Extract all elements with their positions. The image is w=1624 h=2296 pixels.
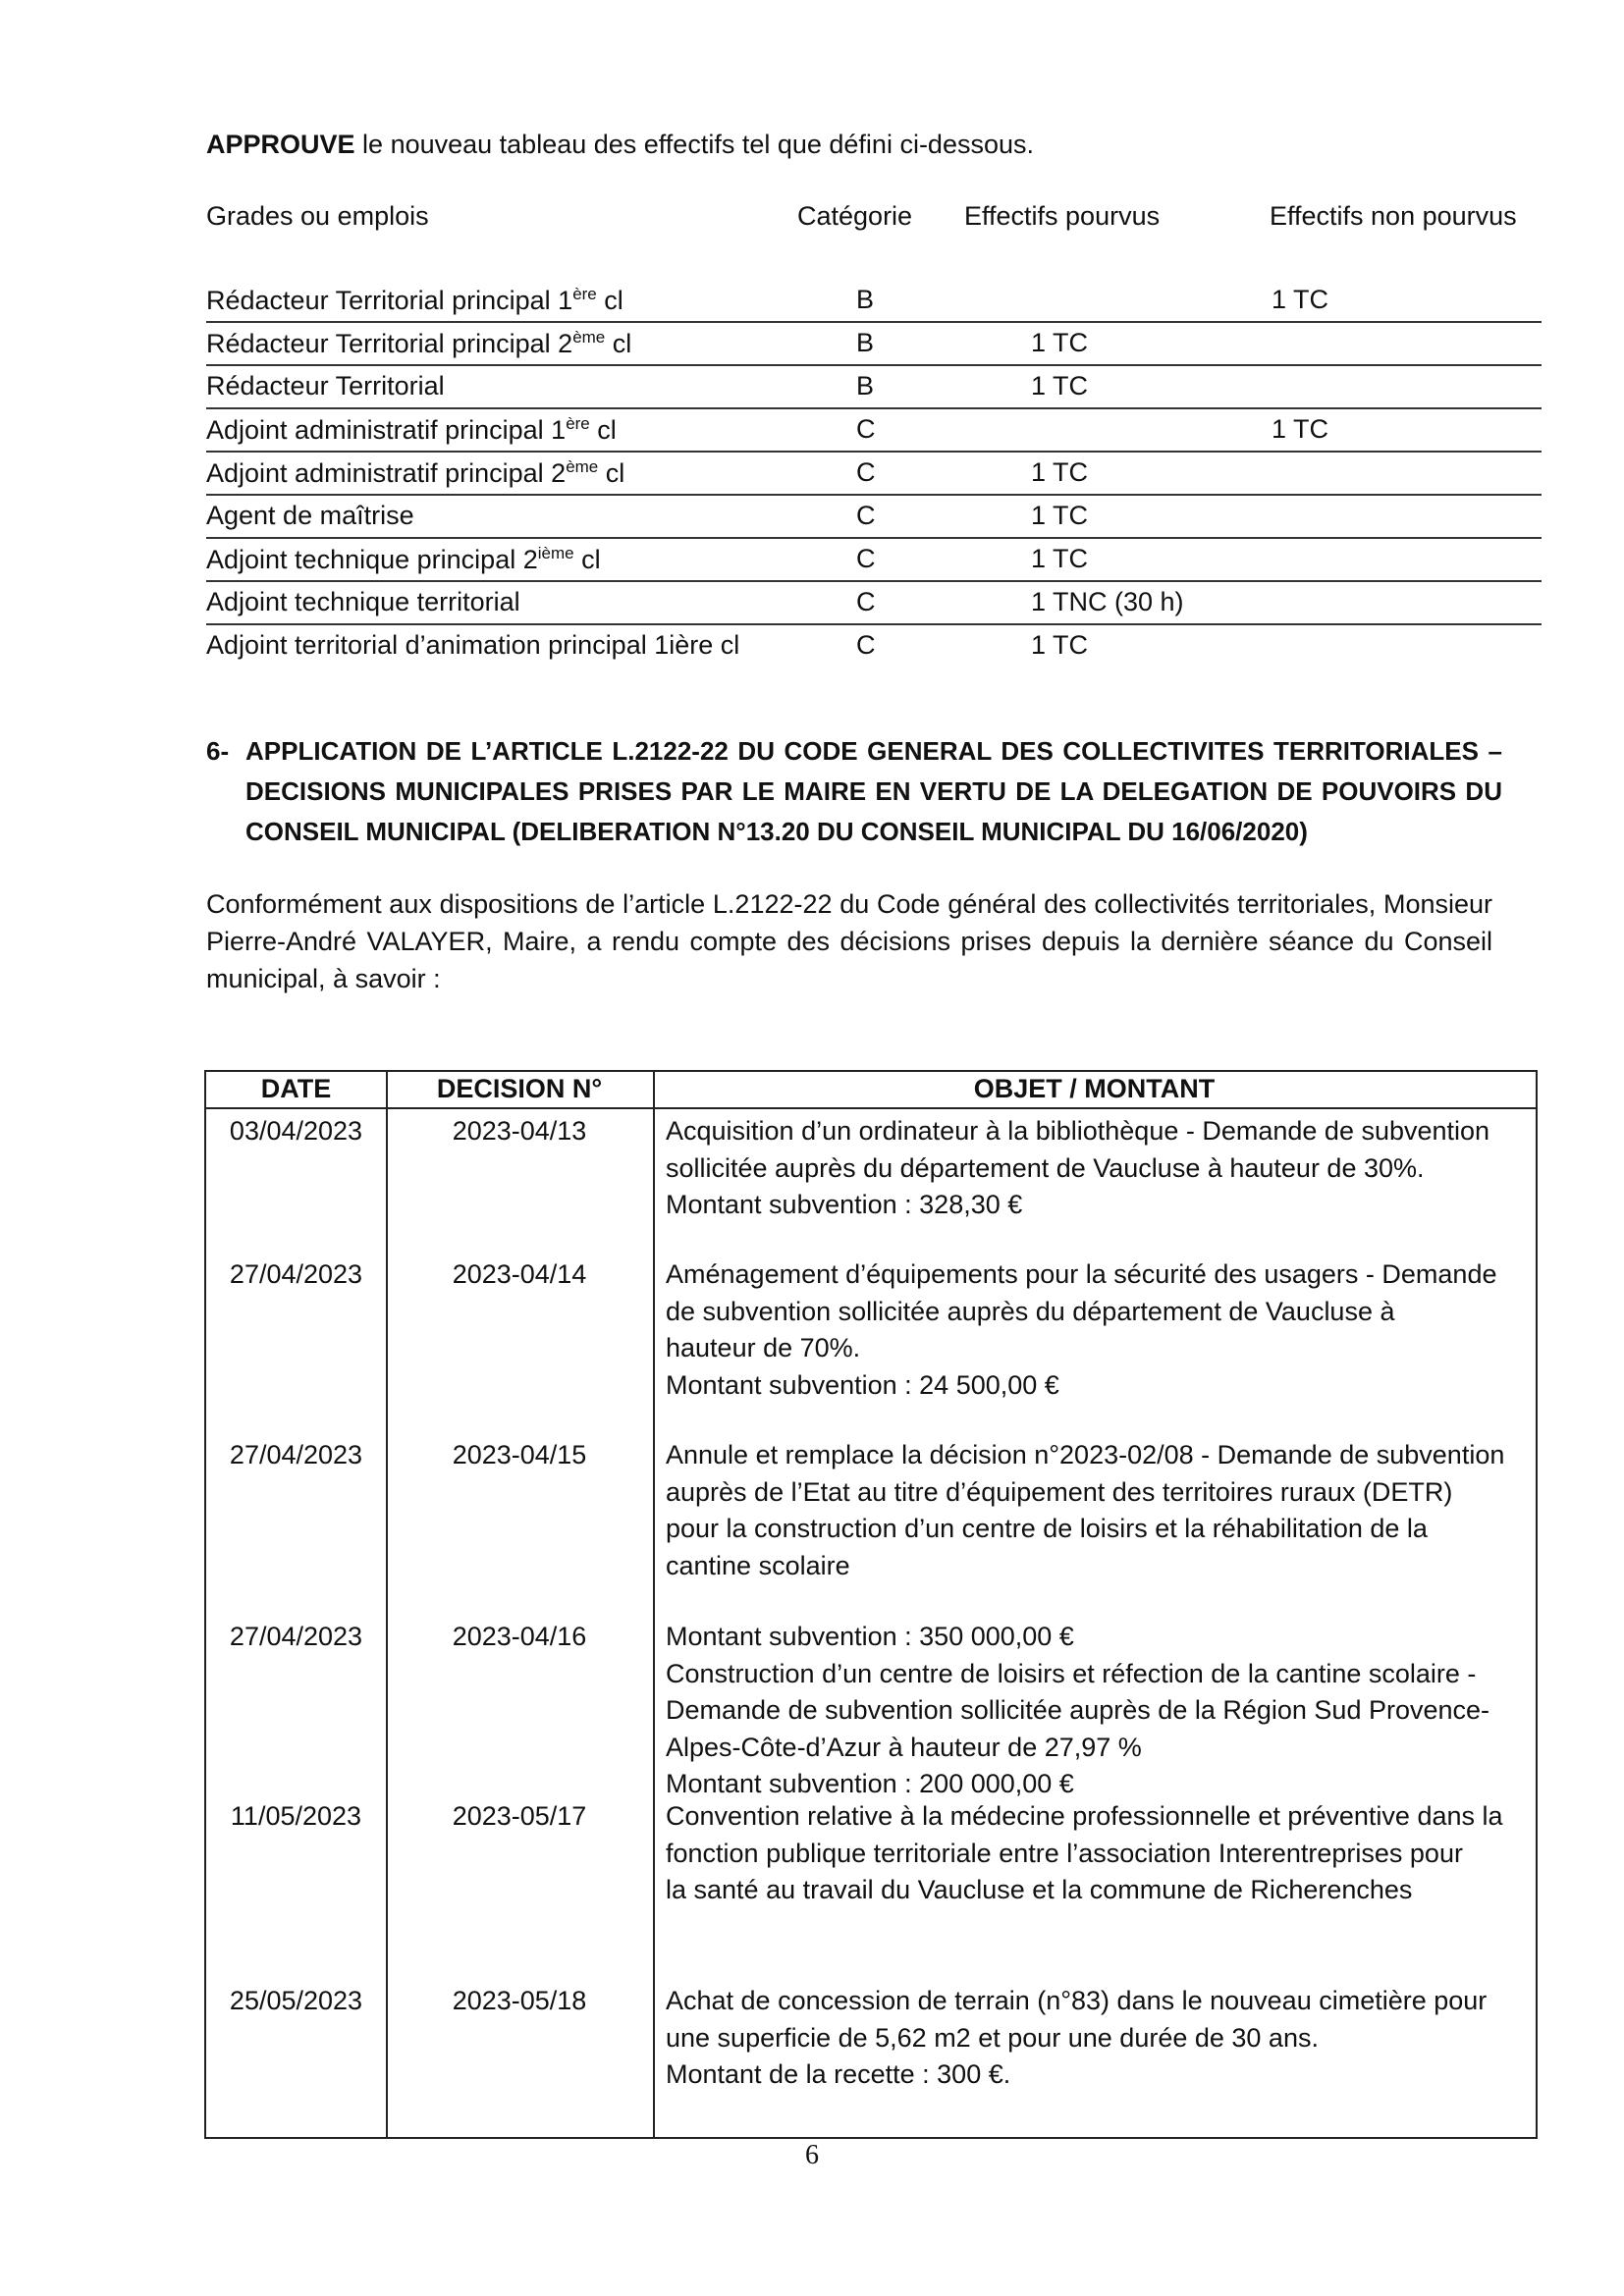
decision-object [666, 1113, 1534, 1224]
non-pourvus-cell: 1 TC [1272, 285, 1329, 314]
header-objet: OBJET / MONTANT [973, 1074, 1216, 1103]
grade-text: Rédacteur Territorial principal 2 [206, 329, 573, 358]
decision-number: 2023-04/13 [452, 1116, 587, 1146]
decision-number: 2023-04/14 [452, 1259, 587, 1289]
grade-text: Adjoint technique principal 2 [206, 545, 538, 574]
decision-object-line: Montant subvention : 24 500,00 € [666, 1369, 1059, 1400]
grade-cell [206, 501, 414, 531]
decision-object-line: Montant subvention : 200 000,00 € [666, 1769, 1074, 1798]
effectifs-row [206, 279, 1542, 323]
decision-object-line: Construction d’un centre de loisirs et réfection de la cantine scolaire - [666, 1658, 1477, 1688]
pourvus-cell: 1 TC [1031, 544, 1089, 573]
grade-suffix: cl [598, 458, 625, 488]
effectifs-row [206, 624, 1542, 667]
decision-object-line: Achat de concession de terrain (n°83) dans le nouveau cimetière pour [666, 1986, 1488, 2015]
decision-object-line: Demande de subvention sollicitée auprès de la Région Sud Provence- [666, 1695, 1490, 1725]
decision-object-line: Convention relative à la médecine professionnelle et préventive dans la [666, 1801, 1503, 1831]
effectifs-row [206, 452, 1542, 496]
pourvus-cell: 1 TC [1031, 328, 1089, 357]
header-non-pourvus: Effectifs non pourvus [1270, 201, 1517, 231]
decision-number: 2023-04/15 [452, 1440, 587, 1469]
grade-text: Adjoint administratif principal 2 [206, 458, 567, 488]
decision-date: 27/04/2023 [229, 1440, 363, 1469]
decision-object-line: Acquisition d’un ordinateur à la bibliothèque - Demande de subvention [666, 1116, 1490, 1146]
grade-suffix: cl [605, 329, 632, 358]
decision-object-line: Montant subvention : 328,30 € [666, 1190, 1023, 1219]
decision-date: 27/04/2023 [229, 1622, 363, 1651]
grade-superscript: ème [566, 457, 599, 476]
column-divider [386, 1072, 388, 2137]
decision-object [666, 1256, 1534, 1404]
effectifs-row [206, 581, 1542, 625]
grade-cell [206, 630, 739, 661]
categorie-cell: C [856, 587, 876, 616]
decision-object-line: de subvention sollicitée auprès du département de Vaucluse à [666, 1296, 1395, 1326]
grade-superscript: ième [537, 544, 574, 562]
categorie-cell: B [856, 328, 875, 357]
decision-number: 2023-05/17 [452, 1801, 587, 1831]
decision-object-line: pour la construction d’un centre de loisirs et la réhabilitation de la [666, 1514, 1428, 1543]
grade-cell [206, 285, 623, 316]
header-pourvus: Effectifs pourvus [964, 201, 1161, 231]
decisions-table [204, 1070, 1538, 2139]
decision-number: 2023-04/16 [452, 1622, 587, 1651]
decision-date: 03/04/2023 [229, 1116, 363, 1146]
grade-text: Agent de maîtrise [206, 501, 414, 530]
grade-text: Adjoint administratif principal 1 [206, 415, 567, 445]
effectifs-row [206, 365, 1542, 409]
grade-suffix: cl [573, 545, 601, 574]
section-number: 6- [206, 736, 230, 766]
header-divider [206, 1107, 1536, 1109]
categorie-cell: C [856, 544, 876, 573]
decision-object-line: Annule et remplace la décision n°2023-02/08 - Demande de subvention [666, 1440, 1505, 1469]
decision-date: 11/05/2023 [230, 1801, 362, 1831]
effectifs-row [206, 322, 1542, 366]
decision-object-line: cantine scolaire [666, 1550, 850, 1580]
grade-cell [206, 328, 631, 359]
pourvus-cell: 1 TC [1031, 630, 1089, 660]
pourvus-cell: 1 TNC (30 h) [1031, 587, 1184, 616]
effectifs-header [0, 201, 1624, 240]
header-categorie: Catégorie [797, 201, 913, 231]
decision-object-line: auprès de l’Etat au titre d’équipement des territoires ruraux (DETR) [666, 1476, 1453, 1507]
categorie-cell: C [856, 414, 876, 444]
grade-text: Rédacteur Territorial [206, 371, 445, 400]
grade-text: Adjoint territorial d’animation principal 1ière cl [206, 630, 740, 660]
decision-object-line: hauteur de 70%. [666, 1333, 861, 1362]
decision-number: 2023-05/18 [452, 1986, 587, 2015]
decision-object [666, 1437, 1534, 1584]
grade-text: Adjoint technique territorial [206, 587, 520, 616]
grade-cell [206, 587, 520, 617]
decision-date: 25/05/2023 [229, 1986, 363, 2015]
grade-cell [206, 371, 445, 401]
section-title: APPLICATION DE L’ARTICLE L.2122-22 DU CODE GENERAL DES COLLECTIVITES TERRITORIALES – DECISIONS MUNICIPALES PRISES PAR LE MAIRE EN VERTU DE LA DELEGATION DE POUVOIRS DU CONSEIL MUNICIPAL (DELIBERATION N°13.20 DU CONSEIL MUNICIPAL DU 16/06/2020) [245, 736, 1502, 846]
approuve-paragraph [206, 130, 1034, 160]
grade-superscript: ème [572, 328, 606, 347]
effectifs-row [206, 538, 1542, 582]
non-pourvus-cell: 1 TC [1272, 414, 1329, 444]
grade-text: Rédacteur Territorial principal 1 [206, 286, 573, 315]
grade-superscript: ère [566, 414, 590, 433]
intro-paragraph: Conformément aux dispositions de l’article L.2122-22 du Code général des collectivités territoriales, Monsieur Pierre-André VALAYER, Maire, a rendu compte des décisions prises depuis la dernière séance du Conseil municipal, à savoir : [206, 889, 1492, 993]
header-decision: DECISION N° [436, 1074, 603, 1103]
pourvus-cell: 1 TC [1031, 371, 1089, 400]
categorie-cell: C [856, 457, 876, 487]
decision-object-line: sollicitée auprès du département de Vaucluse à hauteur de 30%. [666, 1152, 1425, 1183]
header-date: DATE [260, 1074, 332, 1103]
decision-object-line: Montant subvention : 350 000,00 € [666, 1622, 1074, 1651]
decision-object [666, 1798, 1534, 1909]
decision-object-line: Alpes-Côte-d’Azur à hauteur de 27,97 % [666, 1732, 1142, 1762]
effectifs-row [206, 408, 1542, 453]
decision-object [666, 1983, 1534, 2094]
grade-cell [206, 414, 617, 446]
categorie-cell: B [856, 371, 875, 400]
pourvus-cell: 1 TC [1031, 457, 1089, 487]
decision-object-line: Aménagement d’équipements pour la sécurité des usagers - Demande [666, 1259, 1497, 1289]
decision-object-line: la santé au travail du Vaucluse et la commune de Richerenches [666, 1875, 1413, 1904]
page-number: 6 [805, 2140, 819, 2170]
approuve-text: le nouveau tableau des effectifs tel que défini ci-dessous. [354, 130, 1034, 159]
pourvus-cell: 1 TC [1031, 501, 1089, 530]
grade-suffix: cl [596, 286, 623, 315]
grade-cell [206, 544, 601, 575]
effectifs-row [206, 495, 1542, 539]
grade-suffix: cl [589, 415, 617, 445]
column-divider [653, 1072, 655, 2137]
categorie-cell: B [856, 285, 875, 314]
categorie-cell: C [856, 501, 876, 530]
decision-object-line: Montant de la recette : 300 €. [666, 2059, 1011, 2089]
decision-date: 27/04/2023 [229, 1259, 363, 1289]
decision-object-line: une superficie de 5,62 m2 et pour une durée de 30 ans. [666, 2022, 1319, 2053]
decision-object-line: fonction publique territoriale entre l’association Interentreprises pour [666, 1838, 1463, 1868]
grade-superscript: ère [572, 285, 597, 303]
grade-cell [206, 457, 624, 489]
header-grades: Grades ou emplois [206, 201, 429, 231]
decision-object [666, 1619, 1534, 1803]
categorie-cell: C [856, 630, 876, 660]
approuve-keyword: APPROUVE [206, 130, 355, 159]
